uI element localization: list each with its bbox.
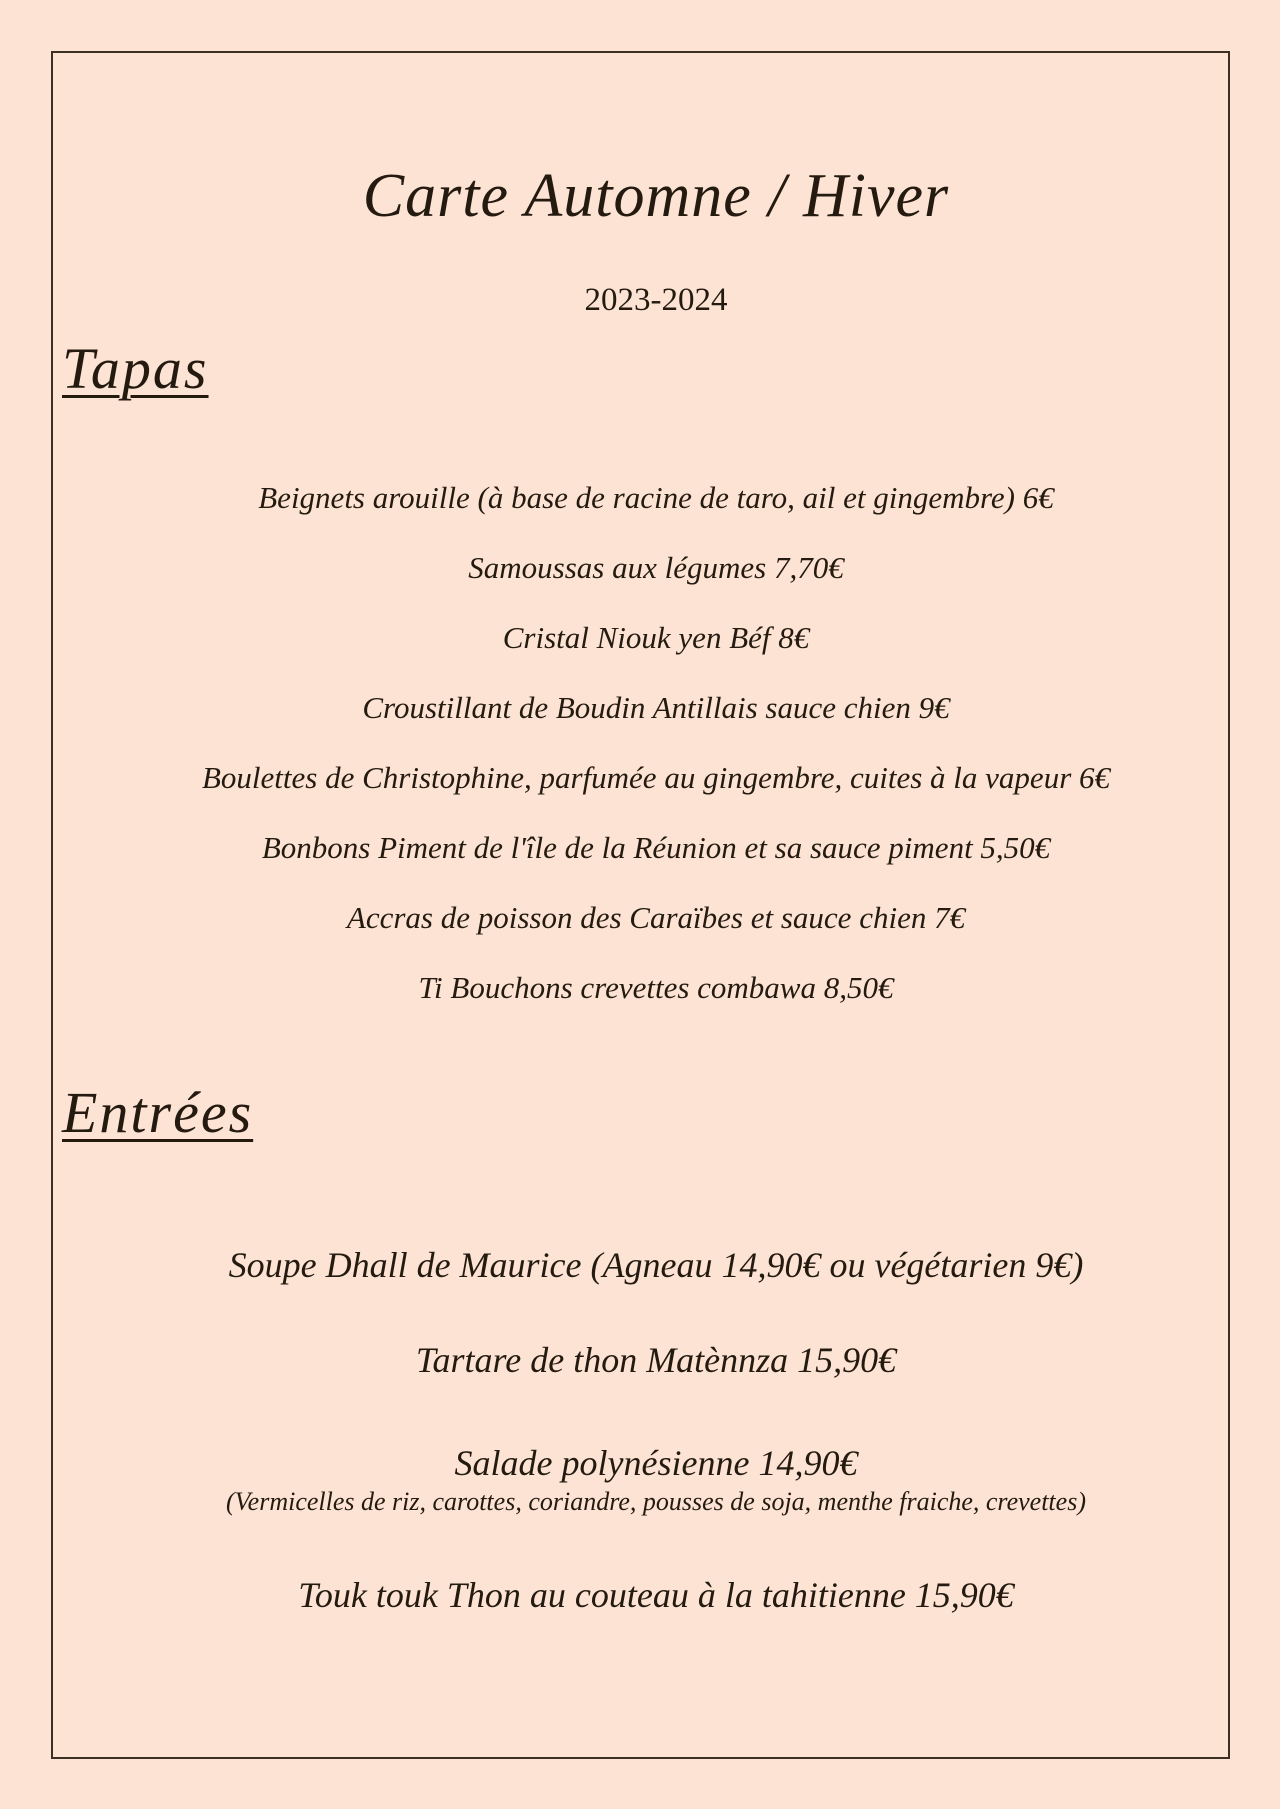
menu-title: Carte Automne / Hiver: [362, 162, 950, 230]
menu-item: [84, 690, 1228, 725]
menu-item-text: Tartare de thon Matènnza 15,90€: [415, 1340, 897, 1380]
menu-item-text: Accras de poisson des Caraïbes et sauce chien 7€: [346, 900, 966, 935]
menu-season-years: 2023-2024: [584, 282, 728, 318]
tapas-item-list: [84, 480, 1228, 1040]
menu-item: [84, 900, 1228, 935]
menu-item: [84, 620, 1228, 655]
menu-item-text: Samoussas aux légumes 7,70€: [468, 550, 844, 585]
menu-item-text: Boulettes de Christophine, parfumée au gingembre, cuites à la vapeur 6€: [201, 760, 1111, 795]
menu-item-text: Salade polynésienne 14,90€: [454, 1443, 858, 1483]
menu-item: [84, 970, 1228, 1005]
menu-item: [84, 550, 1228, 585]
menu-item: [84, 1244, 1228, 1286]
section-heading-tapas: Tapas: [62, 336, 209, 401]
menu-item-text: Bonbons Piment de l'île de la Réunion et sa sauce piment 5,50€: [261, 830, 1051, 865]
menu-item-note: (Vermicelles de riz, carottes, coriandre, pousses de soja, menthe fraiche, crevettes): [226, 1487, 1086, 1516]
menu-item: [84, 1574, 1228, 1616]
entrees-item-list: [84, 1244, 1228, 1616]
menu-item-text: Cristal Niouk yen Béf 8€: [502, 620, 810, 655]
menu-item: [84, 1442, 1228, 1517]
menu-item-text: Croustillant de Boudin Antillais sauce chien 9€: [362, 690, 950, 725]
section-heading-entrees: Entrées: [62, 1080, 254, 1145]
menu-item: [84, 760, 1228, 795]
menu-item: [84, 480, 1228, 515]
menu-item: [84, 830, 1228, 865]
menu-item: [84, 1339, 1228, 1381]
menu-item-text: Beignets arouille (à base de racine de taro, ail et gingembre) 6€: [258, 480, 1054, 515]
menu-item-text: Ti Bouchons crevettes combawa 8,50€: [418, 970, 894, 1005]
menu-item-text: Soupe Dhall de Maurice (Agneau 14,90€ ou végétarien 9€): [228, 1245, 1084, 1285]
menu-item-text: Touk touk Thon au couteau à la tahitienne 15,90€: [298, 1575, 1014, 1615]
